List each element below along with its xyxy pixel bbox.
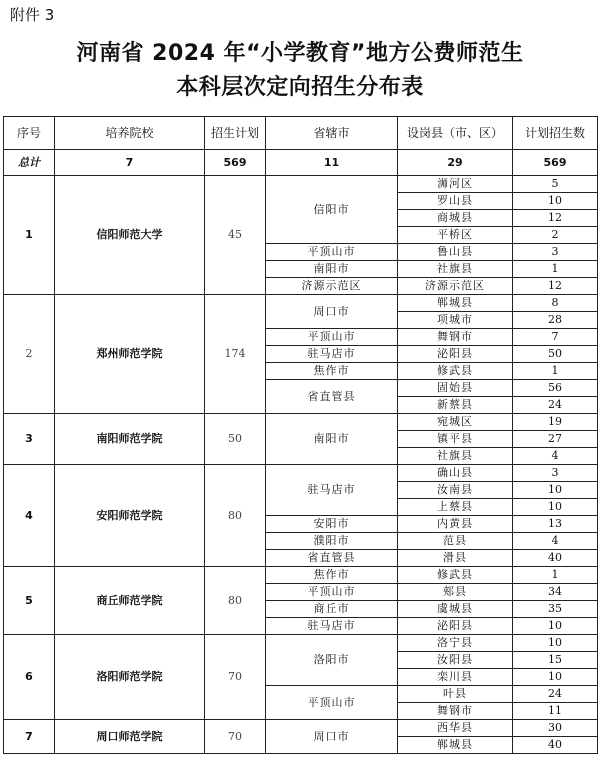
- table-row: [4, 414, 598, 431]
- school-cell: 南阳师范学院: [55, 414, 205, 465]
- county-cell: 郸城县: [398, 737, 513, 754]
- seq-cell: 1: [4, 176, 55, 295]
- county-cell: 新蔡县: [398, 397, 513, 414]
- quota-cell: 40: [513, 550, 598, 567]
- city-cell: 周口市: [266, 295, 398, 329]
- total-counties: 29: [398, 150, 513, 176]
- city-cell: 驻马店市: [266, 465, 398, 516]
- quota-cell: 11: [513, 703, 598, 720]
- county-cell: 平桥区: [398, 227, 513, 244]
- quota-cell: 19: [513, 414, 598, 431]
- city-cell: 南阳市: [266, 414, 398, 465]
- quota-cell: 5: [513, 176, 598, 193]
- school-cell: 信阳师范大学: [55, 176, 205, 295]
- quota-cell: 1: [513, 363, 598, 380]
- county-cell: 社旗县: [398, 261, 513, 278]
- county-cell: 上蔡县: [398, 499, 513, 516]
- seq-cell: 5: [4, 567, 55, 635]
- quota-cell: 24: [513, 686, 598, 703]
- total-cities: 11: [266, 150, 398, 176]
- quota-cell: 10: [513, 499, 598, 516]
- quota-cell: 40: [513, 737, 598, 754]
- header-school: 培养院校: [55, 117, 205, 150]
- school-cell: 洛阳师范学院: [55, 635, 205, 720]
- county-cell: 商城县: [398, 210, 513, 227]
- seq-cell: 6: [4, 635, 55, 720]
- county-cell: 泌阳县: [398, 618, 513, 635]
- city-cell: 驻马店市: [266, 618, 398, 635]
- school-cell: 安阳师范学院: [55, 465, 205, 567]
- quota-cell: 8: [513, 295, 598, 312]
- quota-cell: 12: [513, 278, 598, 295]
- city-cell: 平顶山市: [266, 686, 398, 720]
- county-cell: 叶县: [398, 686, 513, 703]
- county-cell: 汝南县: [398, 482, 513, 499]
- county-cell: 社旗县: [398, 448, 513, 465]
- county-cell: 舞钢市: [398, 703, 513, 720]
- city-cell: 平顶山市: [266, 244, 398, 261]
- city-cell: 焦作市: [266, 567, 398, 584]
- table-row: [4, 567, 598, 584]
- county-cell: 西华县: [398, 720, 513, 737]
- county-cell: 宛城区: [398, 414, 513, 431]
- quota-cell: 15: [513, 652, 598, 669]
- quota-cell: 10: [513, 669, 598, 686]
- total-plan: 569: [205, 150, 266, 176]
- table-row: [4, 176, 598, 193]
- quota-cell: 4: [513, 448, 598, 465]
- header-seq: 序号: [4, 117, 55, 150]
- quota-cell: 10: [513, 193, 598, 210]
- county-cell: 鲁山县: [398, 244, 513, 261]
- city-cell: 平顶山市: [266, 584, 398, 601]
- quota-cell: 34: [513, 584, 598, 601]
- quota-cell: 30: [513, 720, 598, 737]
- plan-cell: 70: [205, 720, 266, 754]
- quota-cell: 4: [513, 533, 598, 550]
- city-cell: 平顶山市: [266, 329, 398, 346]
- school-cell: 郑州师范学院: [55, 295, 205, 414]
- county-cell: 范县: [398, 533, 513, 550]
- school-cell: 周口师范学院: [55, 720, 205, 754]
- quota-cell: 50: [513, 346, 598, 363]
- county-cell: 修武县: [398, 363, 513, 380]
- quota-cell: 27: [513, 431, 598, 448]
- school-cell: 商丘师范学院: [55, 567, 205, 635]
- quota-cell: 12: [513, 210, 598, 227]
- plan-cell: 50: [205, 414, 266, 465]
- header-row: [4, 117, 598, 150]
- total-label: 总计: [4, 150, 55, 176]
- county-cell: 泌阳县: [398, 346, 513, 363]
- quota-cell: 13: [513, 516, 598, 533]
- county-cell: 济源示范区: [398, 278, 513, 295]
- seq-cell: 4: [4, 465, 55, 567]
- attachment-label: 附件 3: [10, 6, 55, 24]
- city-cell: 安阳市: [266, 516, 398, 533]
- county-cell: 镇平县: [398, 431, 513, 448]
- quota-cell: 1: [513, 261, 598, 278]
- seq-cell: 3: [4, 414, 55, 465]
- city-cell: 濮阳市: [266, 533, 398, 550]
- header-county: 设岗县（市、区）: [398, 117, 513, 150]
- quota-cell: 10: [513, 482, 598, 499]
- city-cell: 南阳市: [266, 261, 398, 278]
- plan-cell: 174: [205, 295, 266, 414]
- county-cell: 罗山县: [398, 193, 513, 210]
- total-schools: 7: [55, 150, 205, 176]
- plan-cell: 45: [205, 176, 266, 295]
- table-row: [4, 295, 598, 312]
- city-cell: 焦作市: [266, 363, 398, 380]
- county-cell: 滑县: [398, 550, 513, 567]
- table-row: [4, 635, 598, 652]
- city-cell: 省直管县: [266, 550, 398, 567]
- page-title-line2: 本科层次定向招生分布表: [176, 75, 424, 100]
- county-cell: 郏县: [398, 584, 513, 601]
- city-cell: 驻马店市: [266, 346, 398, 363]
- quota-cell: 10: [513, 635, 598, 652]
- quota-cell: 3: [513, 465, 598, 482]
- header-plan: 招生计划: [205, 117, 266, 150]
- quota-cell: 35: [513, 601, 598, 618]
- quota-cell: 24: [513, 397, 598, 414]
- plan-cell: 80: [205, 567, 266, 635]
- county-cell: 栾川县: [398, 669, 513, 686]
- county-cell: 虞城县: [398, 601, 513, 618]
- total-quota: 569: [513, 150, 598, 176]
- quota-cell: 3: [513, 244, 598, 261]
- quota-cell: 28: [513, 312, 598, 329]
- city-cell: 省直管县: [266, 380, 398, 414]
- city-cell: 济源示范区: [266, 278, 398, 295]
- plan-cell: 80: [205, 465, 266, 567]
- total-row: [4, 150, 598, 176]
- quota-cell: 2: [513, 227, 598, 244]
- table-row: [4, 720, 598, 737]
- page-title-line1: 河南省 2024 年“小学教育”地方公费师范生: [76, 41, 524, 66]
- county-cell: 舞钢市: [398, 329, 513, 346]
- quota-cell: 1: [513, 567, 598, 584]
- county-cell: 浉河区: [398, 176, 513, 193]
- quota-cell: 7: [513, 329, 598, 346]
- county-cell: 确山县: [398, 465, 513, 482]
- city-cell: 信阳市: [266, 176, 398, 244]
- header-quota: 计划招生数: [513, 117, 598, 150]
- quota-cell: 56: [513, 380, 598, 397]
- county-cell: 郸城县: [398, 295, 513, 312]
- county-cell: 修武县: [398, 567, 513, 584]
- county-cell: 项城市: [398, 312, 513, 329]
- county-cell: 固始县: [398, 380, 513, 397]
- seq-cell: 2: [4, 295, 55, 414]
- seq-cell: 7: [4, 720, 55, 754]
- city-cell: 商丘市: [266, 601, 398, 618]
- city-cell: 周口市: [266, 720, 398, 754]
- header-city: 省辖市: [266, 117, 398, 150]
- quota-cell: 10: [513, 618, 598, 635]
- plan-cell: 70: [205, 635, 266, 720]
- county-cell: 洛宁县: [398, 635, 513, 652]
- county-cell: 内黄县: [398, 516, 513, 533]
- county-cell: 汝阳县: [398, 652, 513, 669]
- city-cell: 洛阳市: [266, 635, 398, 686]
- table-row: [4, 465, 598, 482]
- distribution-table: [3, 116, 598, 754]
